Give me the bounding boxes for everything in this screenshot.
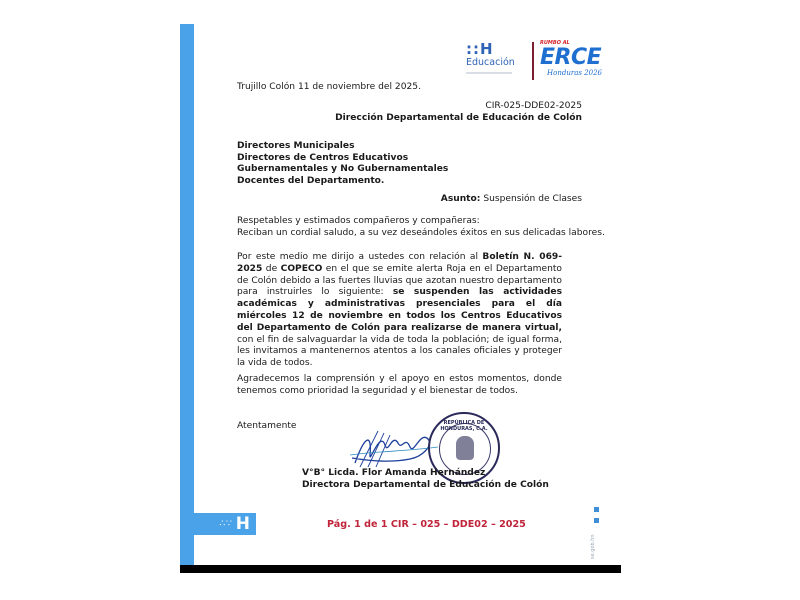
bulletin-ref: Boletín N. 069-2025 bbox=[237, 252, 562, 274]
reference-number: CIR-025-DDE02-2025 bbox=[485, 101, 582, 111]
recipient: Directores Municipales bbox=[237, 141, 355, 151]
recipient: Directores de Centros Educativos bbox=[237, 152, 409, 163]
subject-line bbox=[441, 193, 582, 205]
signature-icon bbox=[350, 425, 440, 470]
erce-logo: RUMBO AL ERCE Honduras 2026 bbox=[540, 40, 602, 77]
side-website-text: se.gob.hn bbox=[590, 534, 596, 559]
left-blue-stripe bbox=[180, 24, 194, 565]
square-icon bbox=[594, 507, 599, 512]
official-stamp: REPÚBLICA DE HONDURAS, C.A. bbox=[428, 412, 500, 484]
honduras-h-icon: ::H bbox=[466, 40, 494, 58]
educacion-logo: ::H Educación bbox=[466, 42, 526, 74]
signer-title: Directora Departamental de Educación de Colón bbox=[302, 480, 549, 490]
body-paragraph-2: Agradecemos la comprensión y el apoyo en estos momentos, donde tenemos como prioridad la seguridad y el bienestar de todos. bbox=[237, 374, 562, 396]
square-icon bbox=[594, 518, 599, 523]
directive: se suspenden las actividades académicas y administrativas presenciales para el día miércoles 12 de noviembre en todos los Centros Educativos del Departamento de Colón para realizarse de manera virtual, bbox=[237, 287, 562, 333]
issuer-name: Dirección Departamental de Educación de Colón bbox=[335, 113, 582, 123]
honduras-h-icon: H bbox=[235, 514, 250, 534]
logo-divider bbox=[532, 42, 534, 80]
stamp-emblem-icon bbox=[456, 436, 474, 460]
greeting: Respetables y estimados compañeros y compañeras: Reciban un cordial saludo, a su vez deseándoles éxitos en sus delicadas labores. bbox=[237, 216, 605, 238]
page-reference: Pág. 1 de 1 CIR – 025 – DDE02 – 2025 bbox=[327, 519, 526, 530]
signer-name: V°B° Licda. Flor Amanda Hernández bbox=[302, 468, 486, 478]
recipient: Docentes del Departamento. bbox=[237, 176, 385, 187]
subject-label: Asunto: bbox=[440, 194, 481, 204]
date-line: Trujillo Colón 11 de noviembre del 2025. bbox=[237, 82, 421, 92]
body-paragraph-1: Por este medio me dirijo a ustedes con relación al Boletín N. 069-2025 de COPECO en el que se emite alerta Roja en el Departamento de Colón debido a las fuertes lluvias que azotan nuestro departamento para instruirles lo siguiente: se suspenden las actividades académicas y administrativas presenciales para el día miércoles 12 de noviembre en todos los Centros Educativos del Departamento de Colón para realizarse de manera virtual, con el fin de salvaguardar la vida de toda la población; de igual forma, les invitamos a mantenernos atentos a los canales oficiales y proteger la vida de todos. bbox=[237, 252, 562, 369]
valediction: Atentamente bbox=[237, 421, 297, 431]
subject-text: Suspensión de Clases bbox=[483, 194, 582, 204]
recipient: Gubernamentales y No Gubernamentales bbox=[237, 164, 449, 175]
stars-icon: ∴∵ bbox=[219, 519, 233, 529]
scan-edge-bar bbox=[180, 565, 621, 573]
logo-subtitle-line bbox=[466, 72, 512, 74]
footer-logo-band bbox=[194, 513, 256, 535]
agency-name: COPECO bbox=[280, 263, 323, 274]
recipients-block bbox=[237, 141, 448, 188]
